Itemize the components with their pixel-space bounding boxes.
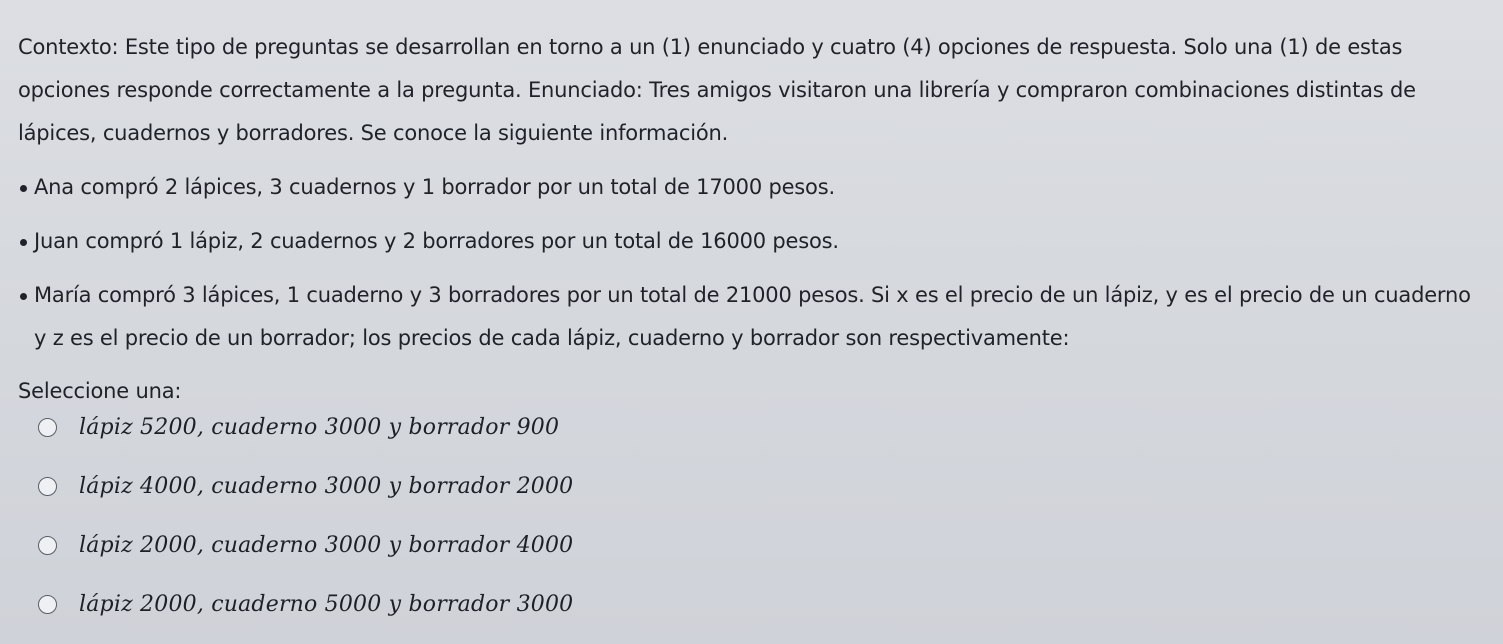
answer-option-1[interactable] — [38, 398, 938, 457]
answer-option-label: lápiz 5200, cuaderno 3000 y borrador 900 — [79, 415, 560, 440]
radio-button[interactable] — [38, 418, 57, 437]
answer-option-label: lápiz 2000, cuaderno 3000 y borrador 4000 — [79, 533, 574, 558]
answer-options — [38, 398, 938, 634]
answer-option-label: lápiz 4000, cuaderno 3000 y borrador 2000 — [79, 474, 574, 499]
radio-button[interactable] — [38, 595, 57, 614]
radio-button[interactable] — [38, 536, 57, 555]
bullet-item-juan: Juan compró 1 lápiz, 2 cuadernos y 2 borradores por un total de 16000 pesos. — [18, 220, 1483, 263]
answer-option-2[interactable] — [38, 457, 938, 516]
bullet-item-ana: Ana compró 2 lápices, 3 cuadernos y 1 borrador por un total de 17000 pesos. — [18, 166, 1483, 209]
question-prompt — [18, 26, 1483, 413]
bullet-item-maria: María compró 3 lápices, 1 cuaderno y 3 borradores por un total de 21000 pesos. Si x es el precio de un lápiz, y es el precio de un cuaderno y z es el precio de un borrador; los precios de cada lápiz, cuaderno y borrador son respectivamente: — [18, 274, 1483, 360]
context-paragraph: Contexto: Este tipo de preguntas se desarrollan en torno a un (1) enunciado y cuatro (4) opciones de respuesta. Solo una (1) de estas opciones responde correctamente a la pregunta. Enunciado: Tres amigos visitaron una librería y compraron combinaciones distintas de lápices, cuadernos y borradores. Se conoce la siguiente información. — [18, 35, 1416, 145]
radio-button[interactable] — [38, 477, 57, 496]
answer-option-3[interactable] — [38, 516, 938, 575]
answer-option-4[interactable] — [38, 575, 938, 634]
info-bullet-list — [18, 166, 1483, 360]
select-one-label: Seleccione una: — [18, 379, 182, 403]
answer-option-label: lápiz 2000, cuaderno 5000 y borrador 3000 — [79, 592, 574, 617]
